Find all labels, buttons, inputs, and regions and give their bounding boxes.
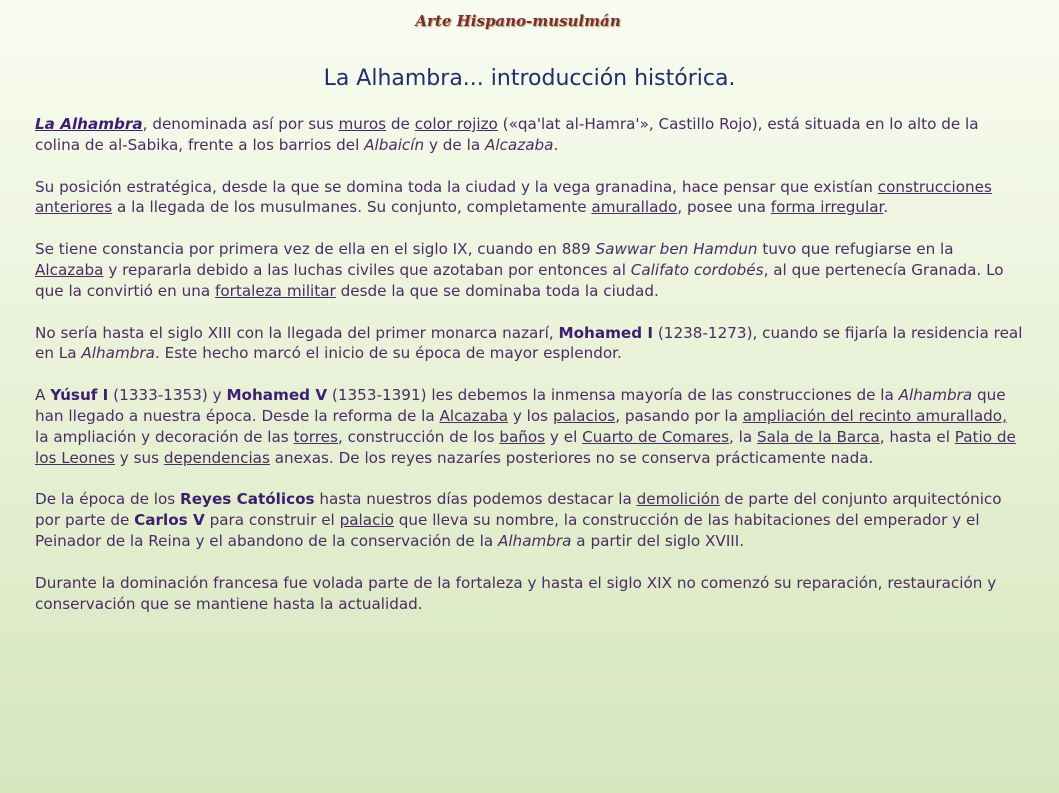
link-la-alhambra[interactable]: La Alhambra <box>35 115 143 133</box>
article-body <box>35 114 1025 635</box>
text: de <box>386 115 415 133</box>
text: Se tiene constancia por primera vez de ella en el siglo IX, cuando en 889 <box>35 240 596 259</box>
italic-califato: Califato cordobés <box>630 260 764 279</box>
text: desde la que se dominaba toda la ciudad. <box>335 281 659 300</box>
link-palacio[interactable]: palacio <box>339 511 394 530</box>
paragraph-position <box>35 177 1025 219</box>
italic-alcazaba: Alcazaba <box>484 135 554 154</box>
paragraph-reyes-catolicos <box>35 489 1025 551</box>
text: y sus <box>114 448 164 467</box>
italic-alhambra: Alhambra <box>497 531 572 550</box>
text: No sería hasta el siglo XIII con la llegada del primer monarca nazarí, <box>35 323 559 342</box>
text: A <box>35 386 51 405</box>
text: Durante la dominación francesa fue volada parte de la fortaleza y hasta el siglo XIX no comenzó su reparación, restauración y conservación que se mantiene hasta la actualidad. <box>35 573 997 613</box>
paragraph-siglo-ix <box>35 239 1025 301</box>
link-demolicion[interactable]: demolición <box>636 490 720 509</box>
bold-mohamed-v: Mohamed V <box>226 386 328 405</box>
link-palacios[interactable]: palacios <box>552 406 616 425</box>
text: a la llegada de los musulmanes. Su conjunto, completamente <box>112 198 592 217</box>
link-patio-de-los-leones[interactable]: Patio de los Leones <box>35 427 1016 467</box>
italic-alhambra: Alhambra <box>81 344 155 363</box>
link-sala-de-la-barca[interactable]: Sala de la Barca <box>757 427 880 446</box>
bold-reyes-catolicos: Reyes Católicos <box>180 490 315 509</box>
italic-albaicin: Albaicín <box>364 135 425 154</box>
bold-yusuf-i: Yúsuf I <box>50 386 109 405</box>
text: y los <box>508 406 553 425</box>
text: y el <box>545 427 583 446</box>
text: hasta nuestros días podemos destacar la <box>314 490 637 509</box>
text: (1353-1391) les debemos la inmensa mayoría de las construcciones de la <box>327 386 899 405</box>
text: tuvo que refugiarse en la <box>757 240 954 259</box>
link-amurallado[interactable]: amurallado <box>591 198 678 217</box>
paragraph-yusuf-mohamed <box>35 385 1025 468</box>
text: . Este hecho marcó el inicio de su época de mayor esplendor. <box>154 344 622 363</box>
text: , denominada así por sus <box>142 115 339 133</box>
text: (1238-1273), cuando se fijaría la residencia real en La <box>35 323 1023 363</box>
text: («qa'lat al-Hamra'», Castillo Rojo), está situada en lo alto de la colina de al-Sabika, frente a los barrios del <box>35 115 979 154</box>
text: . <box>883 198 889 217</box>
text: Su posición estratégica, desde la que se domina toda la ciudad y la vega granadina, hace pensar que existían <box>35 177 878 196</box>
text: , hasta el <box>879 427 955 446</box>
link-alcazaba[interactable]: Alcazaba <box>439 406 509 425</box>
text: , la <box>729 427 758 446</box>
paragraph-dominacion-francesa <box>35 573 1025 615</box>
link-color-rojizo[interactable]: color rojizo <box>414 115 498 133</box>
italic-alhambra: Alhambra <box>898 386 973 405</box>
text: de parte del conjunto arquitectónico por parte de <box>35 490 1002 530</box>
bold-carlos-v: Carlos V <box>134 511 205 530</box>
paragraph-intro <box>35 114 1025 156</box>
text: De la época de los <box>35 490 181 509</box>
text: , pasando por la <box>615 406 743 425</box>
text: , al que pertenecía Granada. Lo que la convirtió en una <box>35 260 1004 300</box>
text: la ampliación y decoración de las <box>35 427 294 446</box>
paragraph-siglo-xiii <box>35 323 1025 365</box>
text: , posee una <box>677 198 771 217</box>
link-cuarto-de-comares[interactable]: Cuarto de Comares <box>582 427 729 446</box>
link-banos[interactable]: baños <box>499 427 546 446</box>
page-title: La Alhambra... introducción histórica. <box>323 66 736 91</box>
text: . <box>553 135 559 154</box>
text: y de la <box>424 135 485 154</box>
link-dependencias[interactable]: dependencias <box>163 448 270 467</box>
link-muros[interactable]: muros <box>338 115 387 133</box>
text: (1333-1353) y <box>108 386 227 405</box>
site-title: Arte Hispano-musulmán <box>415 12 621 30</box>
text: que lleva su nombre, la construcción de las habitaciones del emperador y el Peinador de la Reina y el abandono de la conservación de la <box>35 511 980 550</box>
link-torres[interactable]: torres <box>293 427 338 446</box>
link-ampliacion-recinto[interactable]: ampliación del recinto amurallado, <box>742 406 1007 425</box>
text: que han llegado a nuestra época. Desde la reforma de la <box>35 386 1006 425</box>
text: y repararla debido a las luchas civiles que azotaban por entonces al <box>103 260 631 279</box>
text: para construir el <box>204 511 340 530</box>
text: , construcción de los <box>337 427 500 446</box>
italic-sawwar: Sawwar ben Hamdun <box>595 240 758 259</box>
text: anexas. De los reyes nazaríes posteriores no se conserva prácticamente nada. <box>269 448 874 467</box>
link-alcazaba[interactable]: Alcazaba <box>35 260 104 279</box>
link-construcciones-anteriores[interactable]: construcciones anteriores <box>35 177 992 217</box>
bold-mohamed-i: Mohamed I <box>558 323 654 342</box>
link-forma-irregular[interactable]: forma irregular <box>770 198 884 217</box>
link-fortaleza-militar[interactable]: fortaleza militar <box>215 281 336 300</box>
text: a partir del siglo XVIII. <box>571 531 745 550</box>
